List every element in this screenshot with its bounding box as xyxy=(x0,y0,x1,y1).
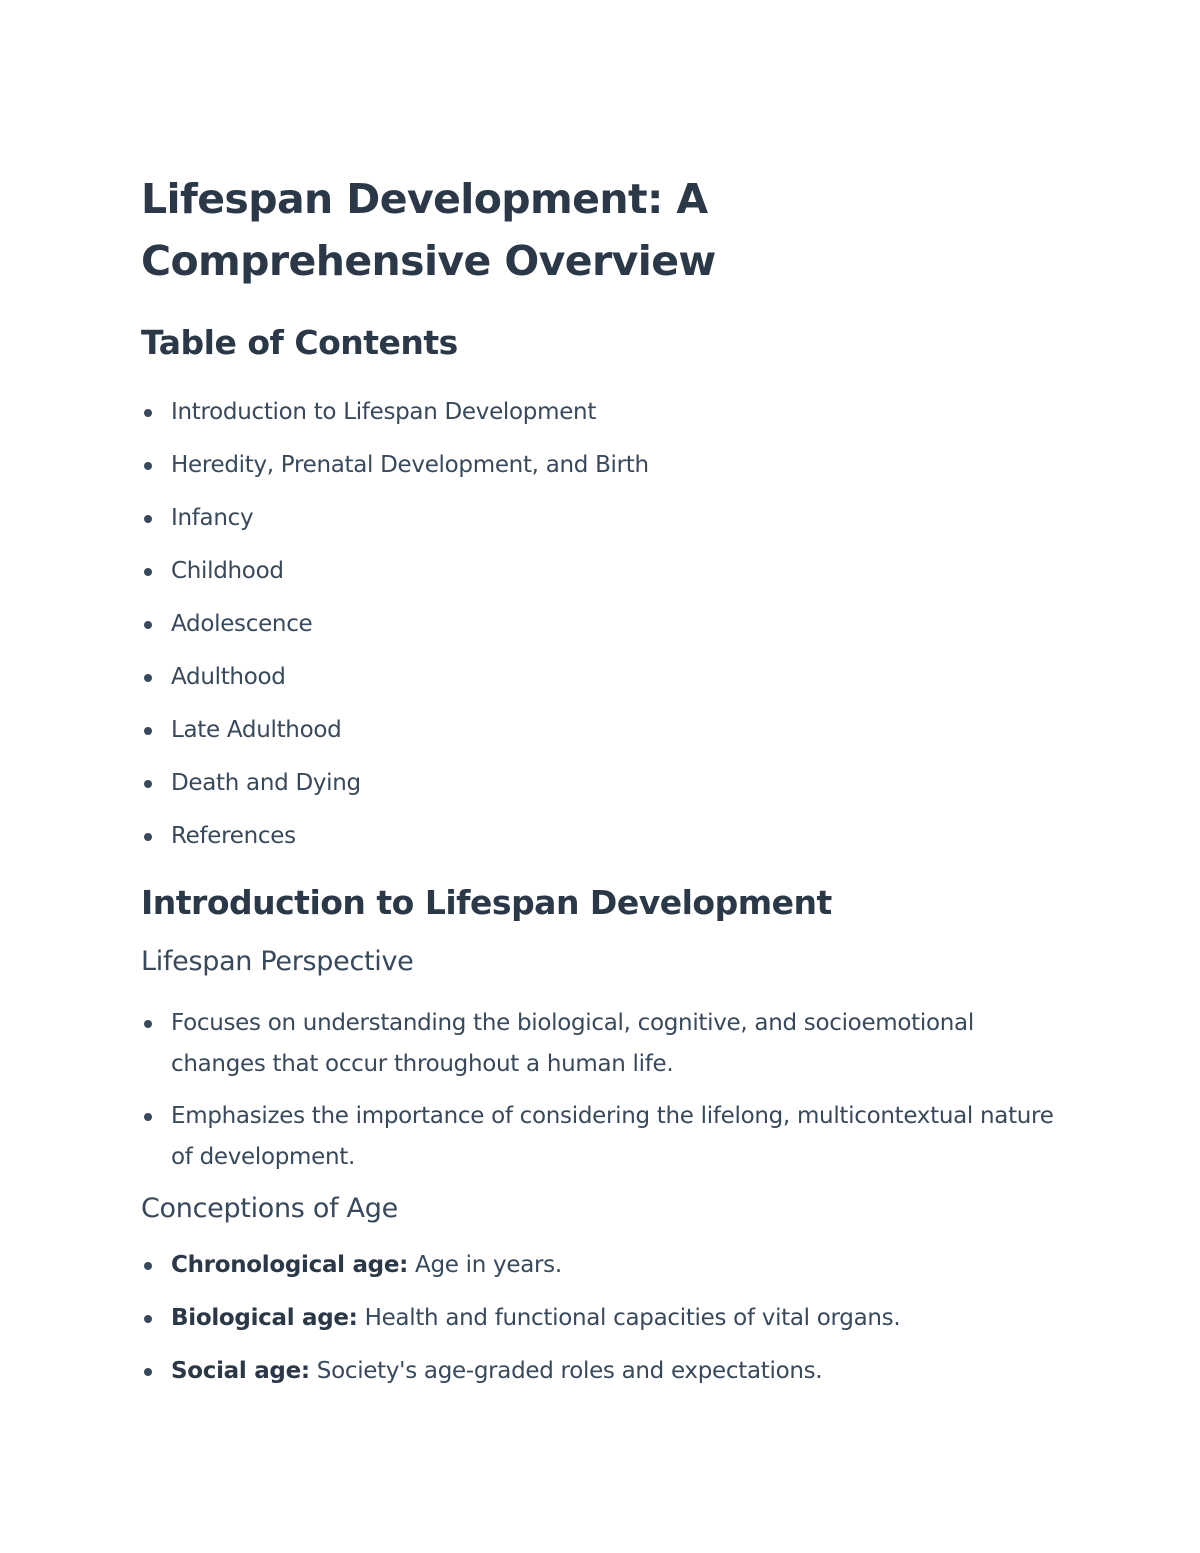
toc-item-label: Late Adulthood xyxy=(171,717,342,743)
toc-item xyxy=(141,556,1061,586)
bullet-icon xyxy=(144,1020,152,1028)
bullet-icon xyxy=(144,1262,152,1270)
subheading-conceptions-of-age: Conceptions of Age xyxy=(141,1193,398,1224)
toc-item-label: Heredity, Prenatal Development, and Birth xyxy=(171,452,649,478)
toc-item xyxy=(141,768,1061,798)
toc-item xyxy=(141,609,1061,639)
bullet-icon xyxy=(144,780,152,788)
toc-item-label: References xyxy=(171,823,296,849)
bullet-icon xyxy=(144,515,152,523)
toc-item xyxy=(141,450,1061,480)
conceptions-of-age-list xyxy=(141,1250,1061,1386)
bullet-icon xyxy=(144,462,152,470)
bullet-icon xyxy=(144,621,152,629)
bullet-icon xyxy=(144,674,152,682)
document-title: Lifespan Development: A Comprehensive Overview xyxy=(141,175,716,285)
toc-heading: Table of Contents xyxy=(141,323,458,362)
toc-item xyxy=(141,821,1061,851)
bullet-icon xyxy=(144,1368,152,1376)
list-item-text: Focuses on understanding the biological, cognitive, and socioemotional changes that occur throughout a human life. xyxy=(171,1010,974,1077)
term-label: Biological age: xyxy=(171,1305,358,1331)
toc-item xyxy=(141,503,1061,533)
list-item xyxy=(141,1356,1061,1386)
bullet-icon xyxy=(144,727,152,735)
bullet-icon xyxy=(144,1315,152,1323)
term-label: Social age: xyxy=(171,1358,310,1384)
toc-item xyxy=(141,397,1061,427)
subheading-lifespan-perspective: Lifespan Perspective xyxy=(141,946,414,977)
toc-item-label: Infancy xyxy=(171,505,254,531)
toc-item xyxy=(141,662,1061,692)
bullet-icon xyxy=(144,833,152,841)
bullet-icon xyxy=(144,568,152,576)
toc-item-label: Adulthood xyxy=(171,664,286,690)
list-item xyxy=(141,1003,1061,1085)
section-heading-introduction: Introduction to Lifespan Development xyxy=(141,883,832,922)
toc-item-label: Introduction to Lifespan Development xyxy=(171,399,597,425)
document-page xyxy=(141,168,1061,1386)
lifespan-perspective-list xyxy=(141,1003,1061,1178)
term-definition: Health and functional capacities of vital organs. xyxy=(357,1305,901,1331)
bullet-icon xyxy=(144,409,152,417)
list-item-text: Emphasizes the importance of considering the lifelong, multicontextual nature of development. xyxy=(171,1103,1054,1170)
term-definition: Age in years. xyxy=(408,1252,562,1278)
list-item xyxy=(141,1096,1061,1178)
term-label: Chronological age: xyxy=(171,1252,409,1278)
list-item xyxy=(141,1250,1061,1280)
toc-item-label: Childhood xyxy=(171,558,284,584)
list-item xyxy=(141,1303,1061,1333)
toc-item xyxy=(141,715,1061,745)
term-definition: Society's age-graded roles and expectations. xyxy=(309,1358,823,1384)
toc-item-label: Adolescence xyxy=(171,611,313,637)
toc-item-label: Death and Dying xyxy=(171,770,361,796)
bullet-icon xyxy=(144,1113,152,1121)
toc-list xyxy=(141,397,1061,851)
